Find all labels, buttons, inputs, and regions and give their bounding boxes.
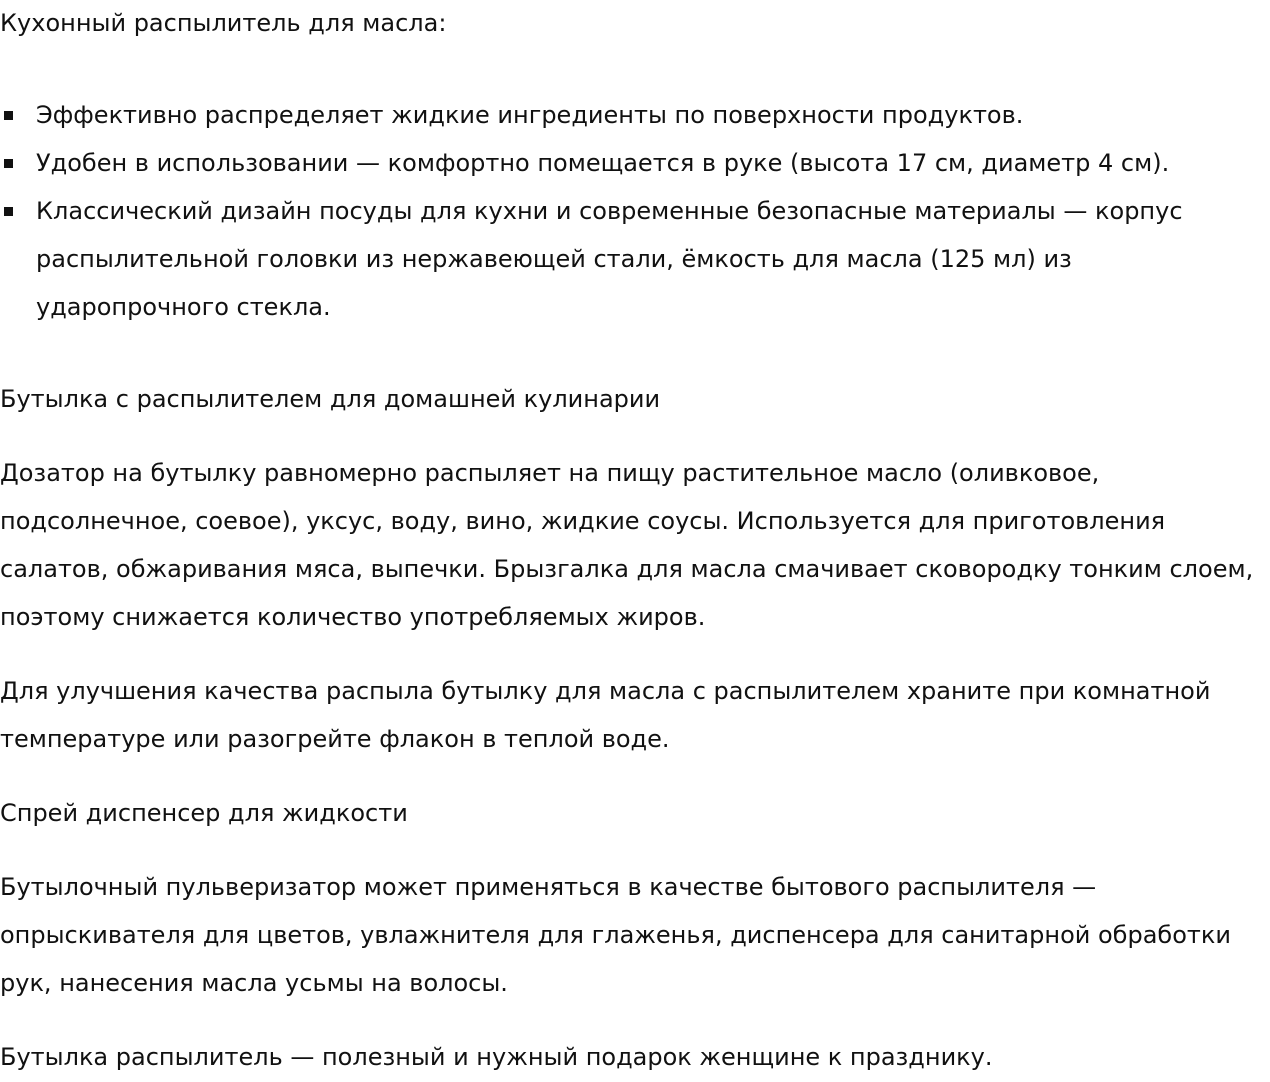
feature-list	[0, 91, 1270, 331]
feature-text: Эффективно распределяет жидкие ингредиенты по поверхности продуктов.	[36, 101, 1024, 129]
feature-text: Удобен в использовании — комфортно помещается в руке (высота 17 см, диаметр 4 см).	[36, 149, 1170, 177]
intro-text: Кухонный распылитель для масла:	[0, 9, 447, 37]
feature-item	[0, 91, 1270, 139]
paragraph-storage-tip: Для улучшения качества распыла бутылку для масла с распылителем храните при комнатной температуре или разогрейте флакон в теплой воде.	[0, 677, 1211, 753]
square-bullet-icon	[4, 159, 13, 168]
feature-item	[0, 139, 1270, 187]
square-bullet-icon	[4, 111, 13, 120]
paragraph-gift-note: Бутылка распылитель — полезный и нужный подарок женщине к празднику.	[0, 1043, 993, 1071]
section-heading-kitchen-bottle: Бутылка с распылителем для домашней кулинарии	[0, 385, 661, 413]
square-bullet-icon	[4, 207, 13, 216]
section-heading-spray-dispenser: Спрей диспенсер для жидкости	[0, 799, 408, 827]
paragraph-household-usage: Бутылочный пульверизатор может применяться в качестве бытового распылителя — опрыскивателя для цветов, увлажнителя для глаженья, диспенсера для санитарной обработки рук, нанесения масла усьмы на волосы.	[0, 873, 1231, 997]
feature-item	[0, 187, 1270, 331]
feature-text: Классический дизайн посуды для кухни и современные безопасные материалы — корпус распылительной головки из нержавеющей стали, ёмкость для масла (125 мл) из ударопрочного стекла.	[36, 197, 1183, 321]
paragraph-dispenser-usage: Дозатор на бутылку равномерно распыляет на пищу растительное масло (оливковое, подсолнечное, соевое), уксус, воду, вино, жидкие соусы. Используется для приготовления салатов, обжаривания мяса, выпечки. Брызгалка для масла смачивает сковородку тонким слоем, поэтому снижается количество употребляемых жиров.	[0, 459, 1254, 631]
